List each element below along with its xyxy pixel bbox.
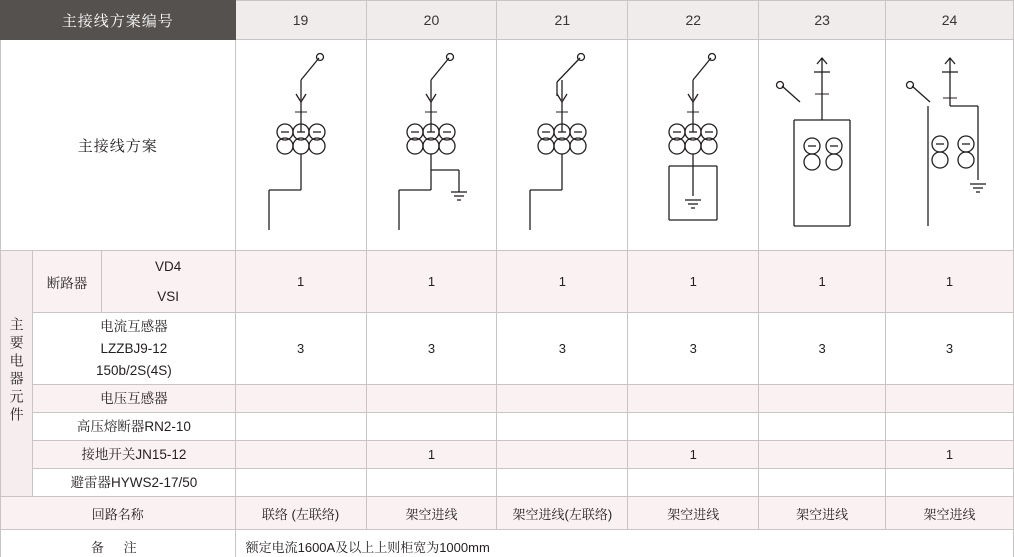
row-label-earthing-switch: 接地开关JN15-12 bbox=[33, 441, 235, 469]
fuse-value-22 bbox=[628, 413, 759, 441]
row-label-note: 备 注 bbox=[1, 530, 236, 557]
header-col-22: 22 bbox=[628, 1, 759, 40]
table-row-earthing-switch bbox=[1, 441, 1014, 469]
ct-line1: 电流互感器 bbox=[100, 318, 168, 334]
arrester-value-23 bbox=[759, 469, 886, 497]
circuit-name-21: 架空进线(左联络) bbox=[497, 497, 628, 530]
scheme-diagram-24 bbox=[886, 40, 1014, 251]
fuse-value-24 bbox=[886, 413, 1014, 441]
arrester-value-20 bbox=[366, 469, 497, 497]
ct-value-22: 3 bbox=[628, 313, 759, 385]
breaker-model-vsi: VSI bbox=[157, 288, 180, 304]
row-label-hv-fuse: 高压熔断器RN2-10 bbox=[33, 413, 235, 441]
fuse-value-20 bbox=[366, 413, 497, 441]
scheme-row-label: 主接线方案 bbox=[1, 40, 236, 251]
arrester-value-22 bbox=[628, 469, 759, 497]
table-row-current-transformer bbox=[1, 313, 1014, 385]
row-label-voltage-transformer: 电压互感器 bbox=[33, 385, 235, 413]
scheme-diagram-row bbox=[1, 40, 1014, 251]
es-value-23 bbox=[759, 441, 886, 469]
table-row-hv-fuse bbox=[1, 413, 1014, 441]
breaker-value-24: 1 bbox=[886, 251, 1014, 313]
scheme-diagram-19 bbox=[235, 40, 366, 251]
vt-value-19 bbox=[235, 385, 366, 413]
breaker-value-22: 1 bbox=[628, 251, 759, 313]
ct-value-23: 3 bbox=[759, 313, 886, 385]
vt-value-21 bbox=[497, 385, 628, 413]
scheme-diagram-23 bbox=[759, 40, 886, 251]
circuit-name-19: 联络 (左联络) bbox=[235, 497, 366, 530]
note-text: 额定电流1600A及以上上则柜宽为1000mm bbox=[235, 530, 1013, 557]
circuit-name-23: 架空进线 bbox=[759, 497, 886, 530]
scheme-diagram-22 bbox=[628, 40, 759, 251]
es-value-22: 1 bbox=[628, 441, 759, 469]
arrester-value-24 bbox=[886, 469, 1014, 497]
header-col-19: 19 bbox=[235, 1, 366, 40]
fuse-value-21 bbox=[497, 413, 628, 441]
table-row-voltage-transformer bbox=[1, 385, 1014, 413]
table-row-circuit-name bbox=[1, 497, 1014, 530]
row-label-breaker: 断路器 bbox=[33, 251, 101, 313]
arrester-value-19 bbox=[235, 469, 366, 497]
vt-value-22 bbox=[628, 385, 759, 413]
ct-value-20: 3 bbox=[366, 313, 497, 385]
header-title: 主接线方案编号 bbox=[1, 1, 236, 40]
scheme-diagram-21 bbox=[497, 40, 628, 251]
fuse-value-23 bbox=[759, 413, 886, 441]
ct-value-24: 3 bbox=[886, 313, 1014, 385]
row-label-circuit-name: 回路名称 bbox=[1, 497, 236, 530]
vt-value-23 bbox=[759, 385, 886, 413]
header-col-24: 24 bbox=[886, 1, 1014, 40]
vt-value-24 bbox=[886, 385, 1014, 413]
vt-value-20 bbox=[366, 385, 497, 413]
ct-value-21: 3 bbox=[497, 313, 628, 385]
table-row-breaker bbox=[1, 251, 1014, 313]
row-label-arrester: 避雷器HYWS2-17/50 bbox=[33, 469, 235, 497]
es-value-21 bbox=[497, 441, 628, 469]
ct-line3: 150b/2S(4S) bbox=[96, 362, 172, 378]
table-row-arrester bbox=[1, 469, 1014, 497]
table-header-row bbox=[1, 1, 1014, 40]
breaker-value-19: 1 bbox=[235, 251, 366, 313]
breaker-value-23: 1 bbox=[759, 251, 886, 313]
circuit-name-22: 架空进线 bbox=[628, 497, 759, 530]
row-label-current-transformer bbox=[33, 313, 235, 385]
scheme-diagram-20 bbox=[366, 40, 497, 251]
es-value-19 bbox=[235, 441, 366, 469]
arrester-value-21 bbox=[497, 469, 628, 497]
es-value-20: 1 bbox=[366, 441, 497, 469]
breaker-model-vd4: VD4 bbox=[155, 258, 182, 274]
fuse-value-19 bbox=[235, 413, 366, 441]
header-col-21: 21 bbox=[497, 1, 628, 40]
breaker-value-21: 1 bbox=[497, 251, 628, 313]
circuit-name-24: 架空进线 bbox=[886, 497, 1014, 530]
ct-line2: LZZBJ9-12 bbox=[100, 340, 168, 356]
circuit-name-20: 架空进线 bbox=[366, 497, 497, 530]
side-label-main-components: 主要电器元件 bbox=[1, 251, 33, 497]
row-sublabel-breaker bbox=[101, 251, 235, 313]
es-value-24: 1 bbox=[886, 441, 1014, 469]
table-row-note bbox=[1, 530, 1014, 557]
breaker-value-20: 1 bbox=[366, 251, 497, 313]
header-col-23: 23 bbox=[759, 1, 886, 40]
header-col-20: 20 bbox=[366, 1, 497, 40]
ct-value-19: 3 bbox=[235, 313, 366, 385]
